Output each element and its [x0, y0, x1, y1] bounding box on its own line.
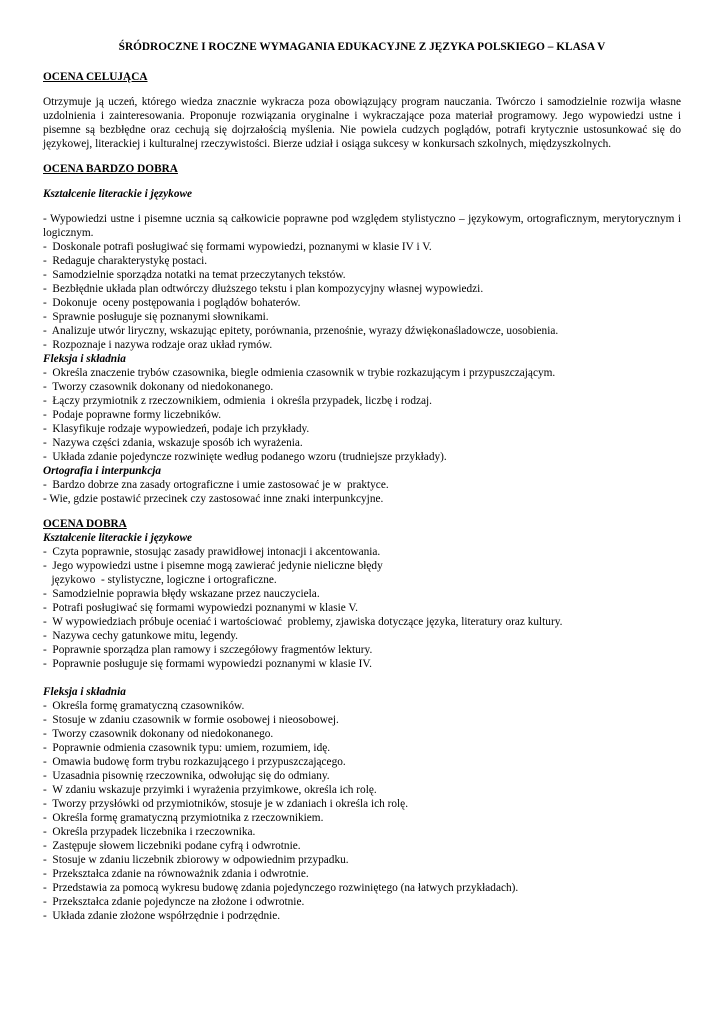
subheading-ksztalcenie-bd: Kształcenie literackie i językowe — [43, 188, 193, 200]
list-item: - Podaje poprawne formy liczebników. — [43, 409, 222, 421]
subheading-fleksja-bd: Fleksja i składnia — [43, 353, 126, 365]
list-item: - Łączy przymiotnik z rzeczownikiem, odmienia i określa przypadek, liczbę i rodzaj. — [43, 395, 432, 407]
list-item: - Układa zdanie złożone współrzędnie i podrzędnie. — [43, 910, 281, 922]
list-item: - Stosuje w zdaniu liczebnik zbiorowy w odpowiednim przypadku. — [43, 854, 349, 866]
list-item: - Rozpoznaje i nazywa rodzaje oraz układ rymów. — [43, 339, 273, 351]
list-item: - Bardzo dobrze zna zasady ortograficzne i umie zastosować je w praktyce. — [43, 479, 389, 491]
list-item: - Nazywa części zdania, wskazuje sposób ich wyrażenia. — [43, 437, 303, 449]
list-item: - Potrafi posługiwać się formami wypowiedzi poznanymi w klasie V. — [43, 602, 358, 614]
heading-ocena-celujaca: OCENA CELUJĄCA — [43, 71, 148, 83]
list-ksztalcenie-d — [43, 545, 681, 671]
list-item: językowo - stylistyczne, logiczne i ortograficzne. — [43, 574, 277, 586]
list-item: - Bezbłędnie układa plan odtwórczy dłuższego tekstu i plan kompozycyjny własnej wypowiedzi. — [43, 283, 484, 295]
list-item: - Redaguje charakterystykę postaci. — [43, 255, 208, 267]
list-item: - Określa formę gramatyczną przymiotnika z rzeczownikiem. — [43, 812, 324, 824]
list-item: - Układa zdanie pojedyncze rozwinięte według podanego wzoru (trudniejsze przykłady). — [43, 451, 447, 463]
list-item: - Określa formę gramatyczną czasowników. — [43, 700, 245, 712]
list-item: - W zdaniu wskazuje przyimki i wyrażenia przyimkowe, określa ich rolę. — [43, 784, 377, 796]
list-item: - Tworzy czasownik dokonany od niedokonanego. — [43, 381, 274, 393]
list-item: - Samodzielnie poprawia błędy wskazane przez nauczyciela. — [43, 588, 320, 600]
list-item: - Omawia budowę form trybu rozkazującego i przypuszczającego. — [43, 756, 346, 768]
list-item: - Przekształca zdanie na równoważnik zdania i odwrotnie. — [43, 868, 309, 880]
list-item: - Wypowiedzi ustne i pisemne ucznia są całkowicie poprawne pod względem stylistyczno – językowym, ortograficznym, merytorycznym i logicznym. — [43, 213, 684, 239]
list-item: - Zastępuje słowem liczebniki podane cyfrą i odwrotnie. — [43, 840, 301, 852]
list-ortografia-bd — [43, 478, 681, 506]
list-ksztalcenie-bd — [43, 212, 684, 352]
document-title: ŚRÓDROCZNE I ROCZNE WYMAGANIA EDUKACYJNE Z JĘZYKA POLSKIEGO – KLASA V — [118, 41, 606, 53]
paragraph-celujaca: Otrzymuje ją uczeń, którego wiedza znacznie wykracza poza obowiązujący program nauczania. Twórczo i samodzielnie rozwija własne uzdolnienia i zainteresowania. Proponuje rozwiązania oryginalne i wykraczające poza materiał programowy. Jego wypowiedzi ustne i pisemne są bezbłędne oraz cechują się dojrzałością myślenia. Nie powiela cudzych poglądów, potrafi krytycznie ustosunkować się do językowej, literackiej i kulturalnej rzeczywistości. Bierze udział i osiąga sukcesy w konkursach szkolnych, międzyszkolnych. — [43, 96, 681, 150]
list-item: - Jego wypowiedzi ustne i pisemne mogą zawierać jedynie nieliczne błędy — [43, 560, 383, 572]
heading-ocena-dobra: OCENA DOBRA — [43, 518, 127, 530]
list-item: - Wie, gdzie postawić przecinek czy zastosować inne znaki interpunkcyjne. — [43, 493, 384, 505]
list-item: - Klasyfikuje rodzaje wypowiedzeń, podaje ich przykłady. — [43, 423, 310, 435]
list-item: - Tworzy przysłówki od przymiotników, stosuje je w zdaniach i określa ich rolę. — [43, 798, 409, 810]
subheading-ksztalcenie-d: Kształcenie literackie i językowe — [43, 532, 193, 544]
list-item: - W wypowiedziach próbuje oceniać i wartościować problemy, zjawiska dotyczące języka, literatury oraz kultury. — [43, 616, 563, 628]
list-item: - Poprawnie sporządza plan ramowy i szczegółowy fragmentów lektury. — [43, 644, 373, 656]
list-item: - Przedstawia za pomocą wykresu budowę zdania pojedynczego rozwiniętego (na łatwych przykładach). — [43, 882, 519, 894]
list-item: - Tworzy czasownik dokonany od niedokonanego. — [43, 728, 274, 740]
list-item: - Przekształca zdanie pojedyncze na złożone i odwrotnie. — [43, 896, 305, 908]
heading-ocena-bardzo-dobra: OCENA BARDZO DOBRA — [43, 163, 178, 175]
list-item: - Określa znaczenie trybów czasownika, biegle odmienia czasownik w trybie rozkazującym i przypuszczającym. — [43, 367, 556, 379]
list-item: - Samodzielnie sporządza notatki na temat przeczytanych tekstów. — [43, 269, 346, 281]
list-item: - Poprawnie odmienia czasownik typu: umiem, rozumiem, idę. — [43, 742, 331, 754]
list-item: - Doskonale potrafi posługiwać się formami wypowiedzi, poznanymi w klasie IV i V. — [43, 241, 432, 253]
list-item: - Nazywa cechy gatunkowe mitu, legendy. — [43, 630, 239, 642]
list-item: - Uzasadnia pisownię rzeczownika, odwołując się do odmiany. — [43, 770, 330, 782]
list-item: - Czyta poprawnie, stosując zasady prawidłowej intonacji i akcentowania. — [43, 546, 381, 558]
list-item: - Sprawnie posługuje się poznanymi słownikami. — [43, 311, 269, 323]
list-item: - Dokonuje oceny postępowania i poglądów bohaterów. — [43, 297, 301, 309]
list-fleksja-bd — [43, 366, 681, 464]
list-item: - Stosuje w zdaniu czasownik w formie osobowej i nieosobowej. — [43, 714, 339, 726]
list-item: - Analizuje utwór liryczny, wskazując epitety, porównania, przenośnie, wyrazy dźwiękonaśladowcze, uosobienia. — [43, 325, 559, 337]
list-item: - Poprawnie posługuje się formami wypowiedzi poznanymi w klasie IV. — [43, 658, 372, 670]
list-item: - Określa przypadek liczebnika i rzeczownika. — [43, 826, 256, 838]
subheading-fleksja-d: Fleksja i składnia — [43, 686, 126, 698]
subheading-ortografia-bd: Ortografia i interpunkcja — [43, 465, 162, 477]
list-fleksja-d — [43, 699, 681, 923]
